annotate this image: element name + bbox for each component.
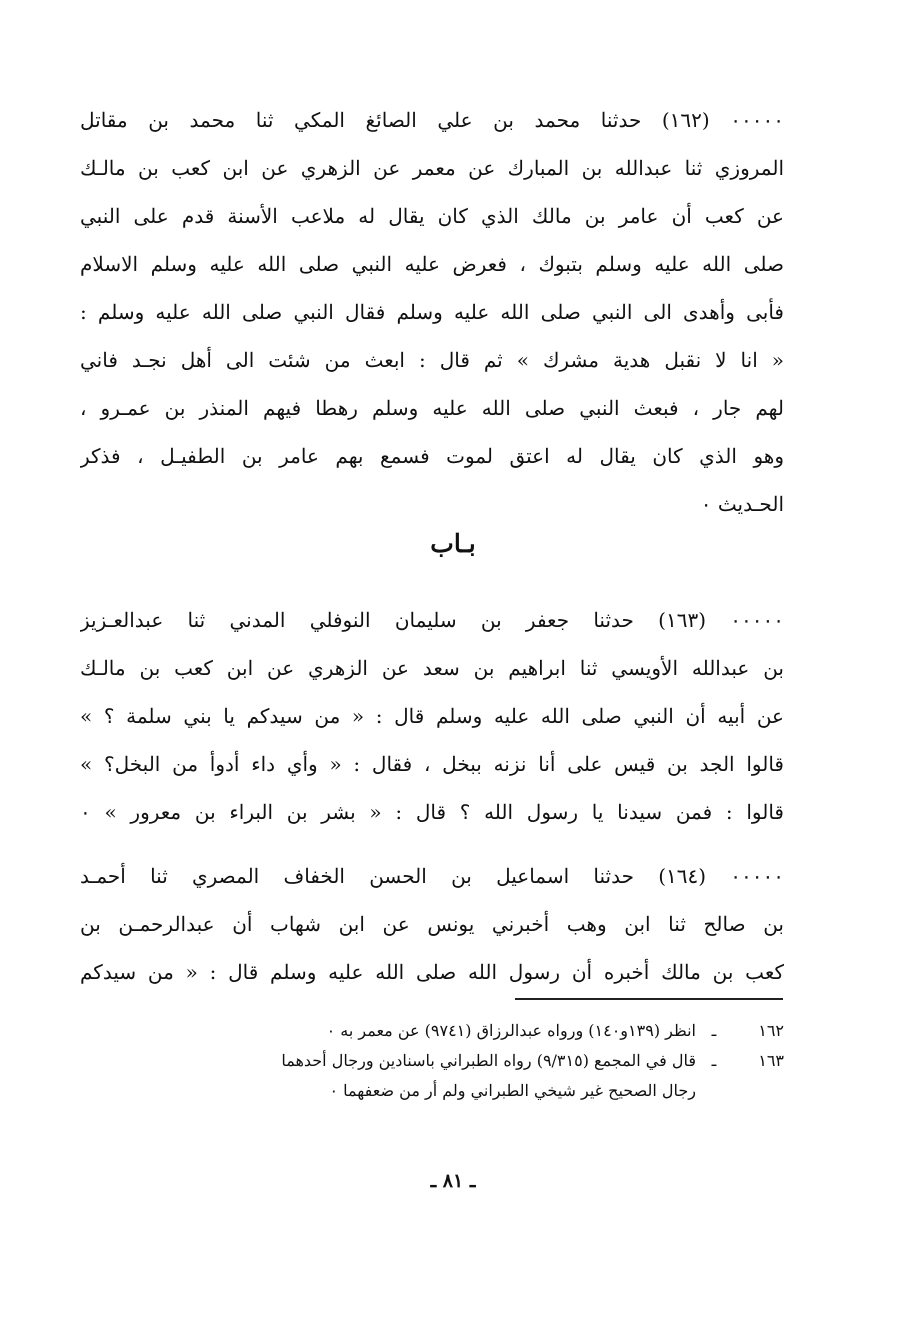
text-line: قالوا : فمن سيدنا يا رسول الله ؟ قال : « بشر بن البراء بن معرور » ٠ [80, 800, 784, 824]
page-number: ـ ٨١ ـ [430, 1170, 476, 1192]
footnote-163 [80, 1046, 784, 1106]
text-line: المروزي ثنا عبدالله بن المبارك عن معمر عن الزهري عن ابن كعب بن مالـك [80, 156, 784, 180]
text-line: الحـديث ٠ [700, 492, 784, 516]
chapter-heading: بـاب [430, 529, 476, 558]
footnote-line: انظر (١٣٩و١٤٠) ورواه عبدالرزاق (٩٧٤١) عن معمر به ٠ [326, 1021, 696, 1040]
footnote-separator [515, 998, 783, 1000]
footnote-line: رجال الصحيح غير شيخي الطبراني ولم أر من ضعفهما ٠ [329, 1081, 696, 1100]
hadith-163-paragraph [80, 596, 784, 836]
text-line: عن كعب أن عامر بن مالك الذي كان يقال له ملاعب الأسنة قدم على النبي [80, 204, 784, 228]
footnote-dash: ـ [711, 1021, 717, 1040]
text-line: ٠٠٠٠٠ (١٦٤) حدثنا اسماعيل بن الحسن الخفاف المصري ثنا أحمـد [80, 864, 784, 888]
text-line: بن عبدالله الأويسي ثنا ابراهيم بن سعد عن الزهري عن ابن كعب بن مالـك [80, 656, 784, 680]
text-line: صلى الله عليه وسلم بتبوك ، فعرض عليه النبي صلى الله عليه وسلم الاسلام [80, 252, 784, 276]
footnote-162 [80, 1016, 784, 1046]
text-line: فأبى وأهدى الى النبي صلى الله عليه وسلم فقال النبي صلى الله عليه وسلم : [80, 300, 784, 324]
text-line: كعب بن مالك أخبره أن رسول الله صلى الله عليه وسلم قال : « من سيدكم [80, 960, 784, 984]
footnote-text [80, 1046, 696, 1106]
text-line: وهو الذي كان يقال له اعتق لموت فسمع بهم عامر بن الطفيـل ، فذكر [80, 444, 784, 468]
footnote-text [80, 1016, 696, 1046]
hadith-162-paragraph [80, 96, 784, 528]
text-line: قالوا الجد بن قيس على أنا نزنه ببخل ، فقال : « وأي داء أدوأ من البخل؟ » [80, 752, 784, 776]
text-line: لهم جار ، فبعث النبي صلى الله عليه وسلم رهطا فيهم المنذر بن عمـرو ، [80, 396, 784, 420]
text-line: عن أبيه أن النبي صلى الله عليه وسلم قال : « من سيدكم يا بني سلمة ؟ » [80, 704, 784, 728]
text-line: ٠٠٠٠٠ (١٦٣) حدثنا جعفر بن سليمان النوفلي المدني ثنا عبدالعـزيز [80, 608, 784, 632]
footnote-dash: ـ [711, 1051, 717, 1070]
footnote-number: ١٦٣ [758, 1051, 784, 1070]
footnote-number: ١٦٢ [758, 1021, 784, 1040]
text-line: « انا لا نقبل هدية مشرك » ثم قال : ابعث من شئت الى أهل نجـد فاني [80, 348, 784, 372]
text-line: ٠٠٠٠٠ (١٦٢) حدثنا محمد بن علي الصائغ المكي ثنا محمد بن مقاتل [80, 108, 784, 132]
footnotes [80, 1016, 784, 1106]
hadith-164-paragraph [80, 852, 784, 996]
text-line: بن صالح ثنا ابن وهب أخبرني يونس عن ابن شهاب أن عبدالرحمـن بن [80, 912, 784, 936]
footnote-line: قال في المجمع (٩/٣١٥) رواه الطبراني باسنادين ورجال أحدهما [281, 1051, 696, 1070]
